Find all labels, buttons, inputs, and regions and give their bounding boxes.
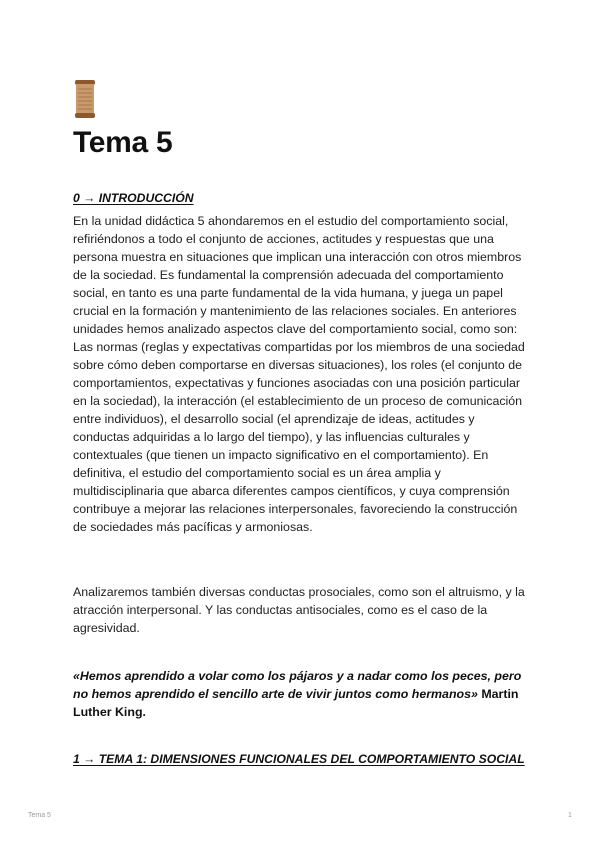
section-heading-tema-1: 1 → TEMA 1: DIMENSIONES FUNCIONALES DEL COMPORTAMIENTO SOCIAL xyxy=(73,752,525,766)
quote-text: «Hemos aprendido a volar como los pájaros y a nadar como los peces, pero no hemos aprendido el sencillo arte de vivir juntos como hermanos» xyxy=(73,669,522,701)
page-number: 1 xyxy=(568,812,572,819)
footer-title: Tema 5 xyxy=(28,812,51,819)
quote-author: Martin Luther King. xyxy=(73,687,519,719)
section-heading-introduccion: 0 → INTRODUCCIÓN xyxy=(73,191,194,205)
document-title: Tema 5 xyxy=(73,126,173,159)
scroll-icon xyxy=(74,80,96,118)
intro-paragraph: En la unidad didáctica 5 ahondaremos en el estudio del comportamiento social, refiriéndonos a todo el conjunto de acciones, actitudes y respuestas que una persona muestra en situaciones que implican una interacción con otros miembros de la sociedad. Es fundamental la comprensión adecuada del comportamiento social, en tanto es una parte fundamental de la vida humana, y juega un papel crucial en la formación y mantenimiento de las relaciones sociales. En anteriores unidades hemos analizado aspectos clave del comportamiento social, como son: Las normas (reglas y expectativas compartidas por los miembros de una sociedad sobre cómo deben comportarse en diversas situaciones), los roles (el conjunto de comportamientos, expectativas y funciones asociadas con una posición particular en la sociedad), la interacción (el establecimiento de un proceso de comunicación entre individuos), el desarrollo social (el aprendizaje de ideas, actitudes y conductas adquiridas a lo largo del tiempo), y las influencias culturales y contextuales (que tienen un impacto significativo en el comportamiento). En definitiva, el estudio del comportamiento social es un área amplia y multidisciplinaria que abarca diferentes campos científicos, y cuya comprensión contribuye a mejorar las relaciones interpersonales, favoreciendo la construcción de sociedades más pacíficas y armoniosas. xyxy=(73,214,525,534)
quote-block xyxy=(73,667,533,721)
conductas-paragraph: Analizaremos también diversas conductas prosociales, como son el altruismo, y la atracción interpersonal. Y las conductas antisociales, como es el caso de la agresividad. xyxy=(73,585,525,635)
